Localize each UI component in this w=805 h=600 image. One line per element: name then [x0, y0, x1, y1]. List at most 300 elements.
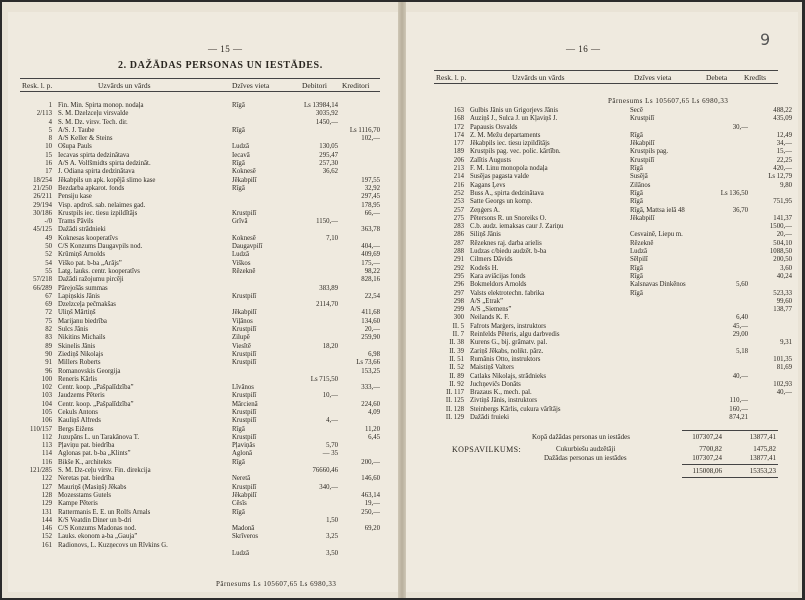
row-number: 2/113 [36, 110, 52, 118]
row-debit: 3035,92 [315, 110, 338, 118]
row-name: Zeņģers A. [470, 206, 500, 214]
table-row [434, 314, 778, 322]
table-row [20, 127, 380, 135]
table-row [20, 525, 380, 533]
header-credit: Kreditori [342, 81, 370, 90]
row-credit: 523,33 [773, 289, 792, 297]
row-debit: 10,— [322, 392, 338, 400]
row-credit: 404,— [361, 243, 380, 251]
row-name: Zivtiņš Jānis, instruktors [470, 397, 538, 405]
table-row [434, 131, 792, 140]
row-place: Krustpilī [232, 359, 257, 367]
row-name: Siliņš Jānis [470, 231, 501, 239]
row-place: Sēlpilī [630, 256, 648, 264]
row-number: 299 [453, 306, 464, 314]
row-name: Buss A., spirta dedzinātava [470, 189, 544, 197]
table-row [20, 426, 380, 434]
row-number: 129 [41, 500, 52, 508]
row-name: Brazaus K., mech. pal. [470, 389, 532, 397]
row-place: Koknesē [232, 168, 256, 176]
row-credit: 200,50 [773, 256, 792, 264]
row-credit: 69,20 [364, 525, 380, 533]
row-name: Viško pat. b-ba „Arājs” [58, 259, 122, 267]
row-place: Rīgā [630, 289, 643, 297]
row-name: Krūmiņš Arnolds [58, 251, 106, 259]
row-number: 146 [41, 525, 52, 533]
header-nr: Resk. l. p. [436, 73, 467, 82]
row-place: Rīgā [232, 102, 245, 109]
table-row [434, 231, 792, 239]
table-row [20, 260, 380, 268]
row-credit: 99,60 [776, 297, 792, 305]
table-row [20, 326, 380, 334]
table-row [434, 181, 792, 190]
row-credit: 15,— [776, 148, 792, 156]
row-name: Sulcs Jānis [58, 326, 89, 334]
table-row [20, 401, 380, 409]
row-name: Škinelis Jānis [58, 342, 96, 350]
row-number: 90 [45, 350, 52, 358]
row-number: 297 [453, 289, 464, 297]
table-row [434, 107, 792, 115]
row-credit: 32,92 [364, 184, 380, 192]
row-name: Radionovs, L. Kuzņecovs un Rīvkins G. [58, 541, 168, 549]
table-row [20, 376, 380, 384]
row-place: Rīgā [630, 131, 643, 139]
table-row [20, 533, 380, 541]
total-label: Kopā dažādas personas un iestādes [532, 433, 630, 441]
table-row [434, 124, 778, 132]
row-credit: 488,22 [773, 107, 792, 114]
row-number: II. 5 [452, 322, 464, 330]
row-credit: 102,— [361, 135, 380, 143]
row-credit: 22,25 [776, 156, 792, 164]
row-number: 168 [453, 115, 464, 123]
table-row [20, 160, 380, 168]
row-number: 69 [45, 301, 52, 309]
row-name: Ziediņš Nikolajs [58, 350, 104, 358]
row-name: Papausis Osvalds [470, 123, 518, 131]
row-name: Lapiņskis Jānis [58, 292, 100, 300]
row-name: Zariņš Jēkabs, nolikt. pārz. [470, 347, 544, 355]
row-name: Gulbis Jānis un Grigorjevs Jānis [470, 107, 558, 114]
table-row [20, 351, 380, 359]
row-name: Trams Pāvils [58, 218, 94, 226]
row-place: Krustpilī [232, 326, 257, 334]
row-debit: 5,60 [736, 281, 748, 289]
row-place: Rēzeknē [630, 239, 654, 247]
row-number: 104 [41, 400, 52, 408]
table-row [20, 318, 380, 326]
row-credit: Ls 12,79 [768, 173, 792, 181]
total-credit: 13877,41 [749, 433, 776, 441]
row-number: -/0 [44, 218, 52, 226]
row-number: II. 125 [445, 397, 464, 405]
row-place: Ludzā [630, 248, 647, 256]
table-header [20, 78, 380, 92]
row-name: Valsts elektrotechn. fabrika [470, 289, 545, 297]
row-name: Kampe Pēteris [58, 500, 98, 508]
page-number: — 15 — [208, 44, 243, 54]
table-row [434, 207, 778, 215]
table-row [20, 235, 380, 243]
row-number: 253 [453, 198, 464, 206]
row-credit: 420,— [773, 165, 792, 173]
row-credit: 333,— [361, 384, 380, 392]
row-name: Auziņš J., Sulca J. un Kļaviņš J. [470, 115, 558, 123]
row-name: K/S Veatdin Diner un b-dri [58, 516, 132, 524]
row-number: 286 [453, 231, 464, 239]
row-place: Rīgā [232, 508, 245, 516]
table-row [20, 185, 380, 193]
table-row [20, 475, 380, 483]
table-row [20, 301, 380, 309]
row-debit: 36,70 [732, 206, 748, 214]
row-name: Juchņevičs Donāts [470, 380, 521, 388]
row-credit: 98,22 [364, 267, 380, 275]
row-debit: 383,89 [319, 284, 338, 292]
row-number: II. 7 [452, 331, 464, 339]
row-name: Nikitins Michails [58, 334, 106, 342]
row-name: Krustpils iec. tiesu izpildītājs [58, 209, 138, 217]
row-number: 15 [45, 151, 52, 159]
row-name: C/S Konzums Daugavpils nod. [58, 243, 143, 251]
row-name: Catlaks Nikolajs, strādnieks [470, 372, 547, 380]
row-debit: 295,47 [319, 151, 338, 159]
row-place: Cēsīs [232, 500, 247, 508]
book-spread [2, 2, 802, 598]
table-row [20, 143, 380, 151]
table-row [434, 140, 792, 148]
row-debit: 40,— [732, 372, 748, 380]
row-number: 213 [453, 165, 464, 173]
row-name: Uliņš Mārtiņš [58, 309, 96, 317]
table-row [434, 223, 792, 231]
row-credit: 19,— [364, 500, 380, 508]
row-credit: 409,69 [361, 251, 380, 259]
row-number: II. 89 [449, 372, 464, 380]
row-place: Krustpilī [232, 392, 257, 400]
row-place: Rīgā [630, 198, 643, 206]
row-name: A/S „Siemens” [470, 306, 512, 314]
table-row [434, 214, 792, 223]
row-credit: 40,— [776, 389, 792, 397]
table-row [20, 492, 380, 500]
row-name: J. Odiana spirta dedzinātava [58, 168, 135, 176]
row-name: Bokmeldors Arnolds [470, 281, 527, 289]
table-row [20, 384, 380, 392]
row-place: Neretā [232, 475, 251, 483]
row-number: 287 [453, 239, 464, 247]
row-place: Krustpilī [232, 209, 257, 217]
sugar-debit: 7700,82 [699, 445, 722, 453]
row-place: Krustpilī [630, 156, 655, 164]
row-name: Jaudzems Pēteris [58, 392, 105, 400]
row-number: 105 [41, 408, 52, 416]
table-row [434, 348, 778, 356]
table-row [434, 239, 792, 248]
row-credit: Ls 73,66 [356, 359, 380, 367]
header-place: Dzīves vieta [634, 73, 672, 82]
row-number: 257 [453, 206, 464, 214]
row-debit: Ls 13984,14 [304, 102, 338, 109]
sugar-credit: 1475,82 [753, 445, 776, 453]
row-debit: 2114,70 [316, 301, 338, 309]
row-number: 49 [45, 234, 52, 242]
persons-debit: 107307,24 [692, 454, 722, 462]
table-row [20, 500, 380, 508]
table-row [434, 380, 792, 389]
row-place: Krustpils pag. [630, 148, 669, 156]
header-credit: Kredīts [744, 73, 767, 82]
row-name: Jēkabpils un apk. kopējā slimo kase [58, 176, 156, 184]
table-row [434, 248, 792, 256]
row-number: 100 [41, 375, 52, 383]
table-row [20, 450, 380, 458]
row-name: Bezdarba apkarot. fonds [58, 184, 125, 192]
row-credit: 153,25 [361, 367, 380, 375]
row-credit: 751,95 [773, 198, 792, 206]
row-name: Rumānis Otto, instruktors [470, 355, 541, 363]
row-name: F. M. Linu monopola nodaļa [470, 165, 548, 173]
row-number: 106 [41, 417, 52, 425]
row-number: 55 [45, 267, 52, 275]
row-name: Fin. Min. Spirta monop. nodaļa [58, 102, 144, 109]
row-number: 122 [41, 475, 52, 483]
table-row [20, 135, 380, 143]
row-debit: 3,50 [326, 550, 338, 558]
row-number: 96 [45, 367, 52, 375]
row-name: Reneris Kārlis [58, 375, 98, 383]
row-debit: 76660,46 [312, 467, 338, 475]
row-number: 18/254 [33, 176, 52, 184]
row-number: 30/186 [33, 209, 52, 217]
page-number: — 16 — [566, 44, 601, 54]
table-row [20, 268, 380, 276]
grand-double-rule [682, 477, 778, 478]
row-number: II. 92 [449, 380, 464, 388]
row-place: Viesītē [232, 342, 251, 350]
row-credit: 20,— [776, 231, 792, 239]
header-debit: Debitori [302, 81, 327, 90]
row-place: Secē [630, 107, 643, 114]
row-number: II. 117 [446, 389, 464, 397]
row-number: 4 [48, 118, 52, 126]
row-debit: 45,— [732, 322, 748, 330]
row-name: Ludzas c/biedu audzēt. b-ba [470, 248, 547, 256]
table-row [434, 148, 792, 156]
row-name: Mauriņš (Masiņš) Jēkabs [58, 483, 127, 491]
row-number: 67 [45, 292, 52, 300]
row-number: 252 [453, 189, 464, 197]
row-number: 161 [41, 541, 52, 549]
table-row [434, 414, 778, 422]
row-number: 113 [42, 442, 52, 450]
table-row [20, 168, 380, 176]
row-credit: 259,90 [361, 334, 380, 342]
row-credit: 146,60 [361, 475, 380, 483]
row-place: Krustpilī [630, 115, 655, 123]
page-left [8, 12, 398, 592]
row-debit: Ls 715,50 [310, 375, 338, 383]
table-row [20, 226, 380, 234]
total-rule [682, 430, 778, 431]
sugar-label: Cukurbiešu audzētāji [556, 445, 616, 453]
table-row [20, 102, 380, 110]
grand-credit: 15353,23 [749, 467, 776, 475]
pencil-page-mark: 9 [760, 30, 771, 49]
row-number: 89 [45, 342, 52, 350]
row-number: 17 [45, 168, 52, 176]
row-credit: 3,60 [780, 264, 792, 272]
row-name: Fafrots Marģers, instruktors [470, 322, 547, 330]
table-row [20, 334, 380, 342]
row-credit: 175,— [361, 259, 380, 267]
row-credit: 178,95 [361, 201, 380, 209]
carry-forward: Pārnesums Ls 105607,65 Ls 6980,33 [216, 580, 337, 588]
row-name: Dažādi fruieki [470, 413, 510, 421]
row-credit: 828,16 [361, 276, 380, 284]
row-place: Skrīveros [232, 533, 259, 541]
table-row [434, 165, 792, 173]
row-name: Steinbergs Kārlis, cukura vārītājs [470, 405, 561, 413]
row-place: Cesvainē, Liepu m. [630, 231, 683, 239]
row-credit: 34,— [776, 140, 792, 148]
row-number: 1 [48, 102, 52, 109]
table-row [434, 355, 792, 364]
table-row [20, 484, 380, 492]
row-name: Lauks. ekonom a-ba „Gauja” [58, 533, 138, 541]
row-place: Ludzā [232, 251, 249, 259]
row-debit: 18,20 [322, 342, 338, 350]
row-number: II. 52 [449, 364, 464, 372]
row-credit: 297,45 [361, 193, 380, 201]
row-name: Dzelzceļa pečmakšas [58, 301, 116, 309]
carry-in: Pārnesums Ls 105607,65 Ls 6980,33 [608, 97, 729, 105]
table-row [20, 218, 380, 226]
table-row [20, 442, 380, 450]
row-place: Iecavā [232, 151, 250, 159]
row-credit: 1088,50 [769, 248, 792, 256]
table-row [20, 343, 380, 351]
row-name: A/S A. Volfšmidts spirta dedzināt. [58, 160, 151, 168]
row-name: Koknesas kooperatīvs [58, 234, 118, 242]
row-number: 163 [453, 107, 464, 114]
row-number: 300 [453, 314, 464, 322]
row-number: 82 [45, 326, 52, 334]
table-row [20, 517, 380, 525]
row-number: 121/285 [29, 467, 52, 475]
row-number: 83 [45, 334, 52, 342]
table-row [434, 173, 792, 181]
row-number: 216 [453, 181, 464, 189]
table-row [20, 467, 380, 475]
row-name: Mozesstams Gutels [58, 491, 112, 499]
row-place: Ludzā [232, 143, 249, 151]
row-number: 291 [453, 256, 464, 264]
row-credit: 20,— [364, 326, 380, 334]
row-name: Aglonas pat. b-ba „Klints” [58, 450, 131, 458]
row-number: 288 [453, 248, 464, 256]
table-row [434, 256, 792, 264]
row-place: Madonā [232, 525, 255, 533]
row-number: 189 [453, 148, 464, 156]
table-row [20, 509, 380, 517]
row-name: Z. M. Mežu departaments [470, 131, 541, 139]
row-place: Krustpilī [232, 483, 257, 491]
row-debit: 5,70 [326, 442, 338, 450]
row-name: Romanovskis Georgija [58, 367, 121, 375]
row-debit: 257,30 [319, 160, 338, 168]
table-row [20, 276, 380, 284]
row-number: 295 [453, 272, 464, 280]
table-row [434, 297, 792, 306]
header-place: Dzīves vieta [232, 81, 270, 90]
row-credit: 134,60 [361, 317, 380, 325]
row-credit: 22,54 [364, 292, 380, 300]
page-right [406, 12, 798, 592]
row-number: II. 39 [449, 347, 464, 355]
row-place: Susējā [630, 173, 648, 181]
row-credit: 66,— [364, 209, 380, 217]
row-name: Čekuls Antons [58, 408, 98, 416]
row-number: 298 [453, 297, 464, 305]
row-credit: 81,69 [776, 364, 792, 372]
row-name: Millers Roberts [58, 359, 101, 367]
table-row [434, 323, 778, 331]
header-nr: Resk. l. p. [22, 81, 53, 90]
table-row [20, 243, 380, 251]
row-number: II. 128 [445, 405, 464, 413]
table-row [434, 397, 778, 405]
row-name: S. M. Dzelzceļu virsvalde [58, 110, 129, 118]
row-name: A/S „Etrak” [470, 297, 504, 305]
row-number: 116 [42, 458, 52, 466]
table-row [20, 359, 380, 367]
row-number: 72 [45, 309, 52, 317]
row-number: 91 [45, 359, 52, 367]
row-place: Ludzā [232, 550, 249, 558]
row-place: Rīgā [232, 160, 245, 168]
row-number: II. 129 [445, 413, 464, 421]
row-debit: 36,62 [322, 168, 338, 176]
table-row [434, 339, 792, 347]
row-name: Cilmers Dāvids [470, 256, 513, 264]
row-credit: 224,60 [361, 400, 380, 408]
row-place: Krustpilī [232, 408, 257, 416]
row-name: Kodešs H. [470, 264, 499, 272]
row-place: Rīgā [630, 264, 643, 272]
table-row [434, 406, 778, 414]
row-name: Susējas pagasta valde [470, 173, 529, 181]
row-name: Juzupāns L. un Tarakānova T. [58, 433, 140, 441]
row-debit: 874,21 [729, 413, 748, 421]
row-number: 206 [453, 156, 464, 164]
row-number: 177 [453, 140, 464, 148]
row-number: 275 [453, 214, 464, 222]
row-name: Latg. lauks. centr. kooperatīvs [58, 267, 140, 275]
row-number: 26/211 [33, 193, 52, 201]
table-row [434, 306, 792, 314]
row-name: Krustpils pag. vec. polic. kārtībn. [470, 148, 561, 156]
table-row [434, 289, 792, 298]
table-row [434, 281, 778, 289]
row-number: 52 [45, 251, 52, 259]
row-place: Krustpilī [232, 292, 257, 300]
row-number: 21/250 [33, 184, 52, 192]
row-debit: 6,40 [736, 314, 748, 322]
row-place: Rēzeknē [232, 267, 256, 275]
